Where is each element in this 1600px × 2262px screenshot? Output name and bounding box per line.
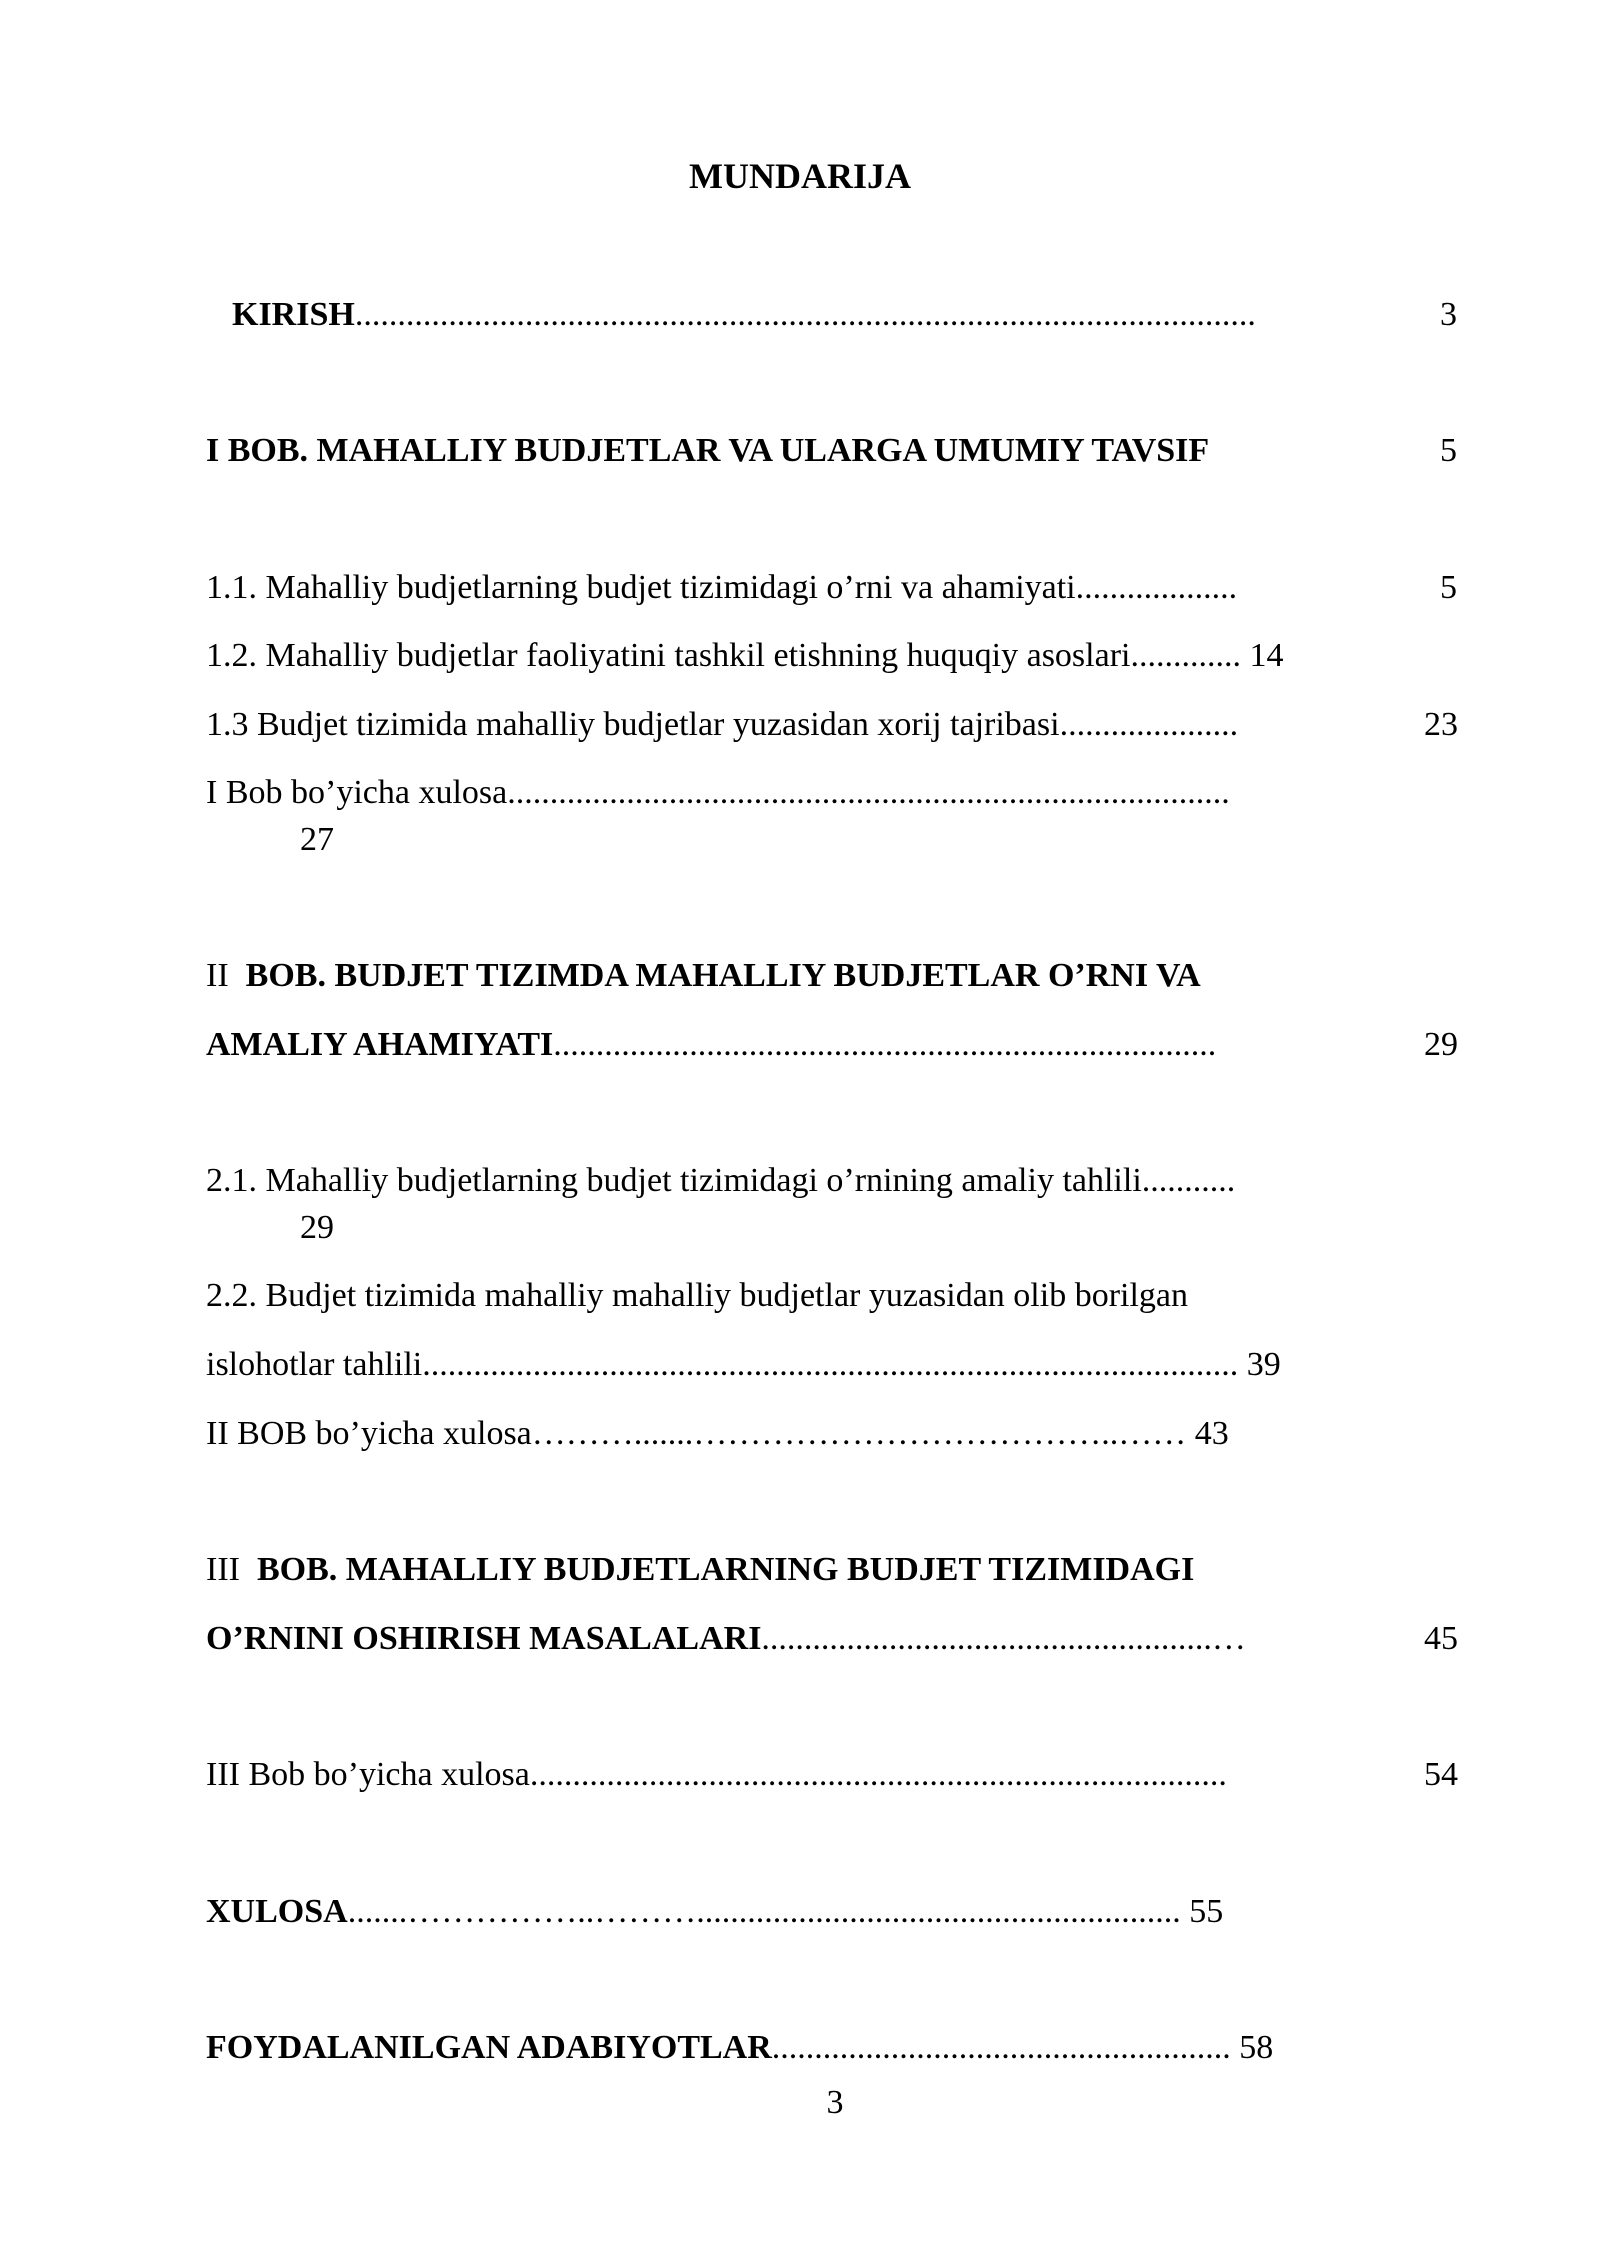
- toc-page-number: 3: [1440, 296, 1457, 333]
- toc-page-number: 54: [1424, 1756, 1458, 1793]
- toc-label: AMALIY AHAMIYATI: [206, 1026, 554, 1063]
- toc-page-number: 27: [300, 821, 334, 858]
- toc-page-number: 29: [300, 1209, 334, 1246]
- toc-entry-adabiyotlar: [206, 2031, 1273, 2065]
- toc-entry-xulosa-2: II BOB bo’yicha xulosa……….......………………………………..…… 43: [206, 1415, 1229, 1452]
- toc-leader: ...................................................... 58: [771, 2029, 1274, 2066]
- toc-label: XULOSA: [206, 1893, 348, 1930]
- toc-page-number: 23: [1424, 706, 1458, 743]
- page-number: 3: [826, 2084, 844, 2121]
- toc-page-number: 5: [1440, 432, 1457, 469]
- toc-entry-xulosa-1: I Bob bo’yicha xulosa.....................................................................................: [206, 774, 1230, 811]
- toc-prefix: III: [206, 1551, 240, 1588]
- toc-prefix: II: [206, 957, 229, 994]
- toc-page-number: 45: [1424, 1620, 1458, 1657]
- toc-page-number: 29: [1424, 1026, 1458, 1063]
- toc-page-number: 5: [1440, 569, 1457, 606]
- toc-entry-bob3-line2: [206, 1622, 1246, 1656]
- toc-label: O’RNINI OSHIRISH MASALALARI: [206, 1620, 762, 1657]
- toc-leader: ..........................................................................................................: [354, 296, 1256, 333]
- toc-leader: ..............................................................................: [553, 1026, 1217, 1063]
- toc-entry-kirish: [232, 298, 1256, 332]
- toc-entry-1-1: 1.1. Mahalliy budjetlarning budjet tizimidagi o’rni va ahamiyati...................: [206, 569, 1238, 606]
- toc-leader: .....................................................…: [761, 1620, 1246, 1657]
- toc-entry-1-2: 1.2. Mahalliy budjetlar faoliyatini tashkil etishning huquqiy asoslari............. 14: [206, 637, 1284, 674]
- toc-entry-bob1: I BOB. MAHALLIY BUDJETLAR VA ULARGA UMUMIY TAVSIF: [206, 432, 1210, 469]
- toc-entry-bob2-line2: [206, 1028, 1216, 1062]
- toc-entry-2-1: 2.1. Mahalliy budjetlarning budjet tizimidagi o’rnining amaliy tahlili...........: [206, 1162, 1236, 1199]
- toc-title: MUNDARIJA: [689, 156, 911, 196]
- toc-entry-1-3: 1.3 Budjet tizimida mahalliy budjetlar yuzasidan xorij tajribasi.....................: [206, 706, 1239, 743]
- toc-leader: .......……………..………......................................................... 55: [347, 1893, 1224, 1930]
- toc-entry-xulosa-3: III Bob bo’yicha xulosa..................................................................................: [206, 1756, 1227, 1793]
- toc-label: FOYDALANILGAN ADABIYOTLAR: [206, 2029, 772, 2066]
- toc-label: BOB. MAHALLIY BUDJETLARNING BUDJET TIZIMIDAGI: [256, 1551, 1195, 1588]
- toc-label: BOB. BUDJET TIZIMDA MAHALLIY BUDJETLAR O’RNI VA: [245, 957, 1201, 994]
- toc-label: KIRISH: [232, 296, 355, 333]
- toc-entry-xulosa: [206, 1895, 1223, 1929]
- toc-entry-2-2: 2.2. Budjet tizimida mahalliy mahalliy budjetlar yuzasidan olib borilgan: [206, 1277, 1188, 1314]
- toc-entry-bob2: [206, 959, 1201, 993]
- toc-entry-2-2-line2: islohotlar tahlili................................................................................................ 39: [206, 1346, 1281, 1383]
- toc-entry-bob3: [206, 1553, 1194, 1587]
